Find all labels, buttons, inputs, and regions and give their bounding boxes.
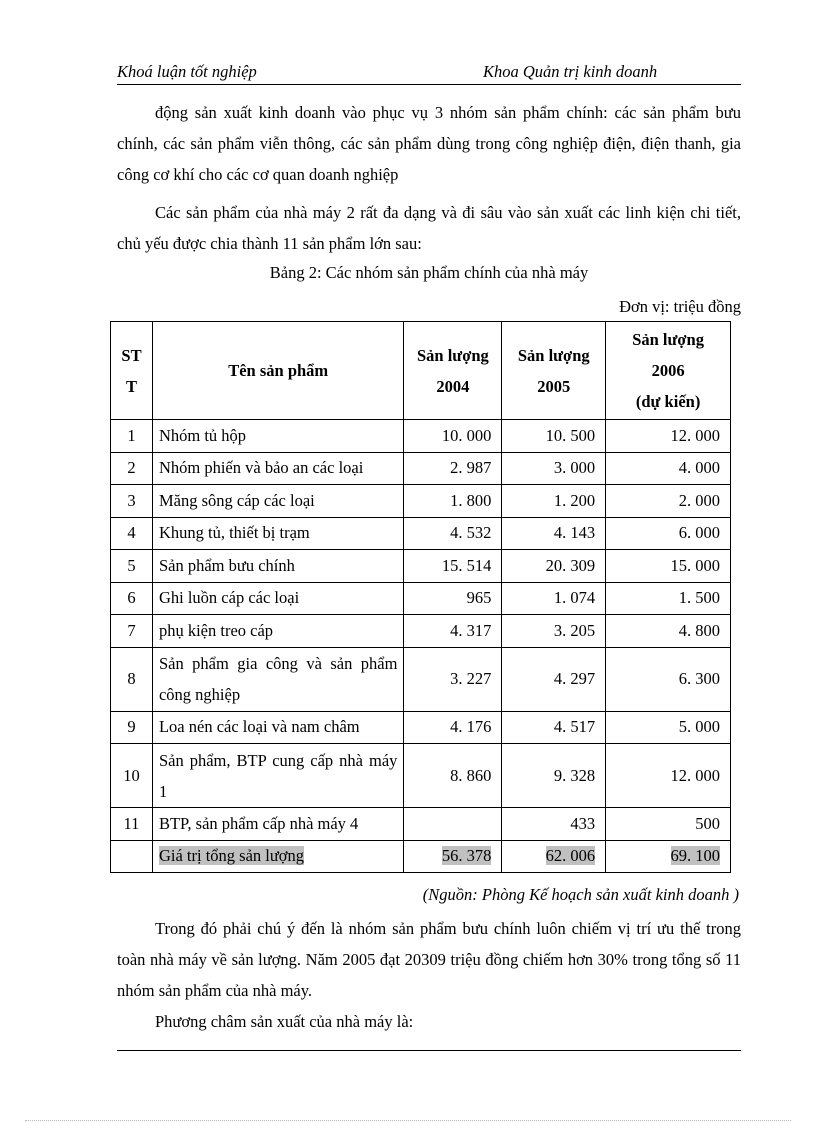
- cell-2006: 6. 300: [606, 647, 731, 711]
- cell-stt: 6: [111, 582, 153, 615]
- cell-total-2006: [606, 840, 731, 873]
- cell-2006: 12. 000: [606, 744, 731, 808]
- cell-2004: 965: [404, 582, 502, 615]
- cell-2006: 12. 000: [606, 420, 731, 453]
- header-2005: [502, 322, 606, 420]
- cell-product-name: Nhóm phiến và bảo an các loại: [152, 452, 403, 485]
- cell-product-name: [152, 744, 403, 808]
- cell-2006: 5. 000: [606, 711, 731, 744]
- cell-total-2004: [404, 840, 502, 873]
- products-paragraph: Các sản phẩm của nhà máy 2 rất đa dạng và đi sâu vào sản xuất các linh kiện chi tiết, chủ yếu được chia thành 11 sản phẩm lớn sau:: [117, 203, 741, 253]
- cell-stt: 4: [111, 517, 153, 550]
- table-row: [111, 550, 731, 583]
- cell-2004: 2. 987: [404, 452, 502, 485]
- cell-stt: 2: [111, 452, 153, 485]
- cell-product-name-text: Sản phẩm gia công và sản phẩm công nghiệp: [158, 654, 398, 704]
- header-stt-line1: ST: [121, 345, 142, 365]
- cell-2005: 3. 000: [502, 452, 606, 485]
- motto-paragraph: Phương châm sản xuất của nhà máy là:: [155, 1012, 414, 1031]
- table-row: [111, 452, 731, 485]
- cell-stt: 3: [111, 485, 153, 518]
- table-total-row: [111, 840, 731, 873]
- cell-2006: 4. 000: [606, 452, 731, 485]
- header-stt-line2: T: [125, 376, 137, 396]
- table-row: [111, 517, 731, 550]
- cell-stt: 9: [111, 711, 153, 744]
- header-2004-line1: Sản lượng: [416, 345, 489, 365]
- header-rule: [117, 84, 741, 85]
- cell-total-2005: [502, 840, 606, 873]
- cell-2006: 6. 000: [606, 517, 731, 550]
- cell-2004: 4. 532: [404, 517, 502, 550]
- products-table: [110, 321, 731, 873]
- cell-product-name-text: Sản phẩm, BTP cung cấp nhà máy 1: [158, 750, 398, 801]
- cell-stt: 5: [111, 550, 153, 583]
- total-2004-text: 56. 378: [441, 846, 492, 866]
- intro-paragraph: động sản xuất kinh doanh vào phục vụ 3 nhóm sản phẩm chính: các sản phẩm bưu chính, các sản phẩm viễn thông, các sản phẩm dùng trong công nghiệp điện, điện thanh, gia công cơ khí cho các cơ quan doanh nghiệp: [117, 103, 741, 184]
- cell-2005: 10. 500: [502, 420, 606, 453]
- table-row: [111, 485, 731, 518]
- cell-product-name: Ghi luồn cáp các loại: [152, 582, 403, 615]
- footer-rule: [117, 1050, 741, 1051]
- cell-2006: 2. 000: [606, 485, 731, 518]
- cell-2004: 15. 514: [404, 550, 502, 583]
- cell-2005: 433: [502, 808, 606, 841]
- table-header-row: [111, 322, 731, 420]
- cell-product-name: Nhóm tủ hộp: [152, 420, 403, 453]
- cell-2004: 8. 860: [404, 744, 502, 808]
- header-2006-line3: (dự kiến): [635, 392, 701, 411]
- header-stt: [111, 322, 153, 420]
- cell-product-name: Loa nén các loại và nam châm: [152, 711, 403, 744]
- page-header: [117, 62, 741, 84]
- table-row: [111, 711, 731, 744]
- header-product-name: Tên sản phẩm: [152, 322, 403, 420]
- cell-2005: 1. 200: [502, 485, 606, 518]
- cell-product-name: [152, 647, 403, 711]
- cell-product-name: BTP, sản phẩm cấp nhà máy 4: [152, 808, 403, 841]
- cell-2004: 4. 176: [404, 711, 502, 744]
- cell-2005: 3. 205: [502, 615, 606, 648]
- table-row: [111, 808, 731, 841]
- total-2005-text: 62. 006: [545, 846, 596, 866]
- cell-stt: 10: [111, 744, 153, 808]
- header-2006: [606, 322, 731, 420]
- cell-2006: 15. 000: [606, 550, 731, 583]
- source-note: (Nguồn: Phòng Kế hoạch sản xuất kinh doanh ): [422, 885, 739, 904]
- header-2005-line1: Sản lượng: [517, 345, 590, 365]
- header-thesis-title: Khoá luận tốt nghiệp: [117, 62, 257, 81]
- header-2004-line2: 2004: [436, 376, 470, 396]
- cell-stt: 11: [111, 808, 153, 841]
- cell-stt: 1: [111, 420, 153, 453]
- cell-product-name: Khung tủ, thiết bị trạm: [152, 517, 403, 550]
- header-2004: [404, 322, 502, 420]
- cell-2005: 9. 328: [502, 744, 606, 808]
- cell-2005: 4. 143: [502, 517, 606, 550]
- table-row: [111, 744, 731, 808]
- cell-2005: 4. 517: [502, 711, 606, 744]
- cell-2004: 4. 317: [404, 615, 502, 648]
- cell-2006: 4. 800: [606, 615, 731, 648]
- cell-stt: 7: [111, 615, 153, 648]
- cell-2004: [404, 808, 502, 841]
- unit-label: Đơn vị: triệu đồng: [619, 297, 741, 316]
- cell-2004: 1. 800: [404, 485, 502, 518]
- cell-product-name: phụ kiện treo cáp: [152, 615, 403, 648]
- header-2005-line2: 2005: [537, 376, 571, 396]
- cell-2005: 20. 309: [502, 550, 606, 583]
- cell-2006: 500: [606, 808, 731, 841]
- header-2006-line2: 2006: [651, 361, 685, 380]
- cell-2006: 1. 500: [606, 582, 731, 615]
- cell-2005: 4. 297: [502, 647, 606, 711]
- cell-total-label: [152, 840, 403, 873]
- header-faculty: Khoa Quản trị kinh doanh: [483, 62, 658, 81]
- cell-stt: [111, 840, 153, 873]
- table-row: [111, 420, 731, 453]
- cell-stt: 8: [111, 647, 153, 711]
- cell-2004: 3. 227: [404, 647, 502, 711]
- table-caption: Bảng 2: Các nhóm sản phẩm chính của nhà máy: [269, 263, 589, 282]
- cell-2005: 1. 074: [502, 582, 606, 615]
- total-2006-text: 69. 100: [670, 846, 720, 866]
- total-label-text: Giá trị tổng sản lượng: [158, 846, 305, 866]
- analysis-paragraph: Trong đó phải chú ý đến là nhóm sản phẩm bưu chính luôn chiếm vị trí ưu thế trong toàn nhà máy về sản lượng. Năm 2005 đạt 20309 triệu đồng chiếm hơn 30% trong tổng số 11 nhóm sản phẩm của nhà máy.: [117, 919, 741, 1000]
- table-row: [111, 582, 731, 615]
- page-edge: [25, 1120, 791, 1121]
- cell-product-name: Măng sông cáp các loại: [152, 485, 403, 518]
- header-2006-line1: Sản lượng: [632, 330, 704, 349]
- table-row: [111, 647, 731, 711]
- table-row: [111, 615, 731, 648]
- cell-2004: 10. 000: [404, 420, 502, 453]
- cell-product-name: Sản phẩm bưu chính: [152, 550, 403, 583]
